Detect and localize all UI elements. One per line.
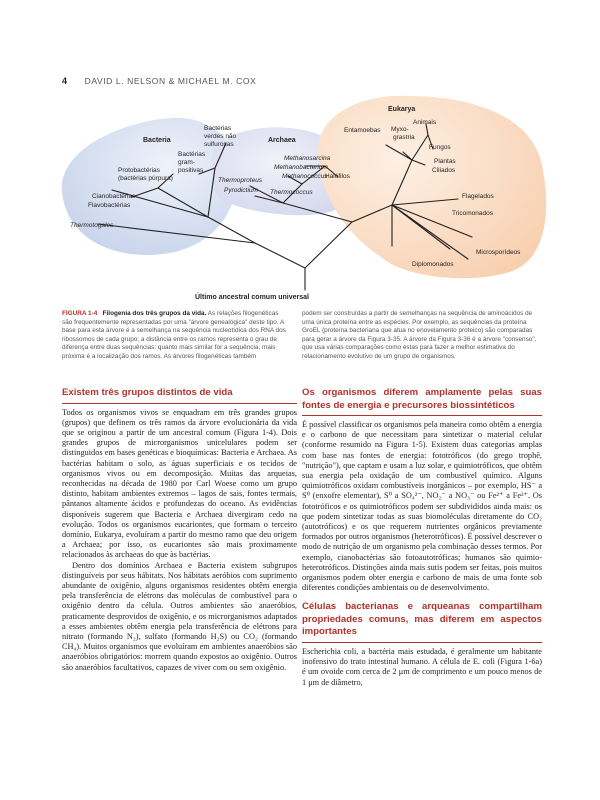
phylogenetic-tree-figure [0,0,600,310]
label-pyrodictium: Pyrodictium [224,187,258,194]
domain-label-bacteria: Bacteria [143,137,171,144]
figure-caption-left [62,310,290,361]
label-proteobacteria-1: Protobactérias [118,167,160,174]
label-methanococcus: Methanococcus [282,173,328,180]
figure-caption-right [302,310,542,361]
domain-label-eukarya: Eukarya [388,106,416,113]
label-microsporidia: Microsporídeos [476,249,521,256]
section-heading-cell-properties: Células bacterianas e arqueanas compartilham propriedades comuns, mas diferem em aspectos importantes [302,601,542,643]
paragraph: Escherichia coli, a bactéria mais estudada, é geralmente um habitante inofensivo do trato intestinal humano. A célula de E. coli (Figura 1-6a) é um ovoide com cerca de 2 μm de comprimento e um pouco menos de 1 μm de diâmetro, [302,646,542,687]
section-heading-energy-sources: Os organismos diferem amplamente pelas suas fontes de energia e precursores biossintéticos [302,387,542,416]
label-gram-positive-1: Bactérias [178,151,206,158]
label-methanosarcina: Methanosarcina [284,155,331,162]
right-column [302,387,542,688]
paragraph: Todos os organismos vivos se enquadram em três grandes grupos (grupos) que definem os três ramos da árvore evolucionária da vida que se originou a partir de um ancestral comum (Figura 1-4). Dois grandes grupos de microrganismos unicelulares podem ser distinguidos em bases genéticas e bioquímicas: Bacteria e Archaea. As bactérias habitam o solo, as águas superficiais e os tecidos de organismos vivos ou em decomposição. Muitas das arqueias, reconhecidas na década de 1980 por Carl Woese como um grupo distinto, habitam ambientes extremos – lagos de sais, fontes termais, pântanos altamente ácidos e profundezas do oceano. As evidências disponíveis sugerem que Bacteria e Archaea divergiram cedo na evolução. Todos os organismos eucariontes, que formam o terceiro domínio, Eukarya, evoluíram a partir do mesmo ramo que deu origem a Archaea; por isso, os eucariontes são mais proximamente relacionados às archaeas do que às bactérias. [62,407,297,560]
label-flagellates: Flagelados [462,193,494,200]
label-thermoproteus: Thermoproteus [218,177,263,184]
label-cyanobacteria: Cianobactérias [92,193,136,200]
label-green-nonsulfur-2: verdes não [204,133,237,140]
label-green-nonsulfur-1: Bactérias [204,125,232,132]
label-diplomonads: Diplomonados [412,261,454,268]
label-halophiles: Halófilos [325,173,350,180]
label-animals: Animais [413,119,437,126]
caption-right-text: podem ser construídas a partir de semelhanças na sequência de aminoácidos de uma única proteína entre as espécies. Por exemplo, as sequências da proteína GroEL (proteína bacteriana que atua no enovelamento proteico) são comparadas para gerar a árvore da Figura 3-35. A árvore da Figura 3-36 é a árvore "consenso", que usa várias comparações como estas para fazer a melhor estimativa do relacionamento evolutivo de um grupo de organismos. [302,310,537,360]
caption-left-text: As relações filogenéticas são frequentemente representadas por uma "árvore genealógica" deste tipo. A base para esta árvore é a semelhança na sequência nucleotídica dos RNA dos ribossomos de cada grupo; a distância entre os ramos representa o grau de diferença entre duas sequências: quanto mais similar for a sequência, mais próxima é a localização dos ramos. As árvores filogenéticas também [62,310,286,360]
label-slime-molds-1: Myxo- [391,126,409,133]
label-gram-positive-3: positivas [178,167,204,174]
section-heading-three-groups: Existem três grupos distintos de vida [62,387,297,404]
label-ciliates: Ciliados [432,167,456,174]
page-number: 4 [62,76,68,86]
label-thermotogales: Thermotogales [70,222,114,229]
paragraph: É possível classificar os organismos pela maneira como obtêm a energia e o carbono de que necessitam para sintetizar o material celular (conforme resumido na Figura 1-5). Existem duas categorias amplas com base nas fontes de energia: fototróficos (do grego trophē, "nutrição"), que captam e usam a luz solar, e quimiotróficos, que obtêm sua energia pela oxidação de um combustível químico. Alguns quimiotróficos oxidam combustíveis inorgânicos – por exemplo, HS⁻ a S⁰ (enxofre elementar), S⁰ a SO₄²⁻, NO₂⁻ a NO₃⁻ ou Fe²⁺ a Fe³⁺. Os fototróficos e os quimiotróficos podem ser subdivididos ainda mais: os que podem sintetizar todas as suas biomoléculas diretamente do CO₂ (autotróficos) e os que requerem nutrientes orgânicos previamente formados por outros organismos (heterotróficos). É possível descrever o modo de nutrição de um organismo pela combinação desses termos. Por exemplo, cianobactérias são fotoautotróficas; humanos são quimio-heterotróficos. Distinções ainda mais sutis podem ser feitas, pois muitos organismos podem obter energia e carbono de mais de uma fonte sob diferentes condições ambientais ou de desenvolvimento. [302,420,542,593]
label-proteobacteria-2: (bactérias púrpura) [118,175,173,182]
figure-label: FIGURA 1-4 [62,310,98,317]
label-fungi: Fungos [429,144,451,151]
label-entamoebas: Entamoebas [344,127,381,134]
label-thermococcus: Thermococcus [270,189,313,196]
label-flavobacteria: Flavobactérias [88,202,131,209]
label-plants: Plantas [434,158,456,165]
figure-title: Filogenia dos três grupos da vida. [102,310,207,317]
root-label: Último ancestral comum universal [195,294,309,301]
authors: DAVID L. NELSON & MICHAEL M. COX [84,76,257,86]
label-green-nonsulfur-3: sulfurosas [204,141,234,148]
domain-label-archaea: Archaea [268,137,296,144]
label-trichomonads: Tricomonados [452,210,493,217]
label-gram-positive-2: gram- [178,159,195,166]
label-methanobacterium: Methanobacterium [274,164,328,171]
label-slime-molds-2: grastria [393,134,415,141]
left-column [62,387,297,673]
paragraph: Dentro dos domínios Archaea e Bacteria existem subgrupos distinguíveis por seus hábitats. Nos hábitats aeróbios com suprimento abundante de oxigênio, alguns organismos residentes obtêm energia pela transferência de elétrons das moléculas de combustível para o oxigênio dentro da célula. Outros ambientes são anaeróbios, praticamente desprovidos de oxigênio, e os microrganismos adaptados a esses ambientes obtêm energia pela transferência de elétrons para nitrato (formando N₂), sulfato (formando H₂S) ou CO₂ (formando CH₄). Muitos organismos que evoluíram em ambientes anaeróbios são anaeróbios obrigatórios: morrem quando expostos ao oxigênio. Outros são anaeróbios facultativos, capazes de viver com ou sem oxigênio. [62,560,297,672]
